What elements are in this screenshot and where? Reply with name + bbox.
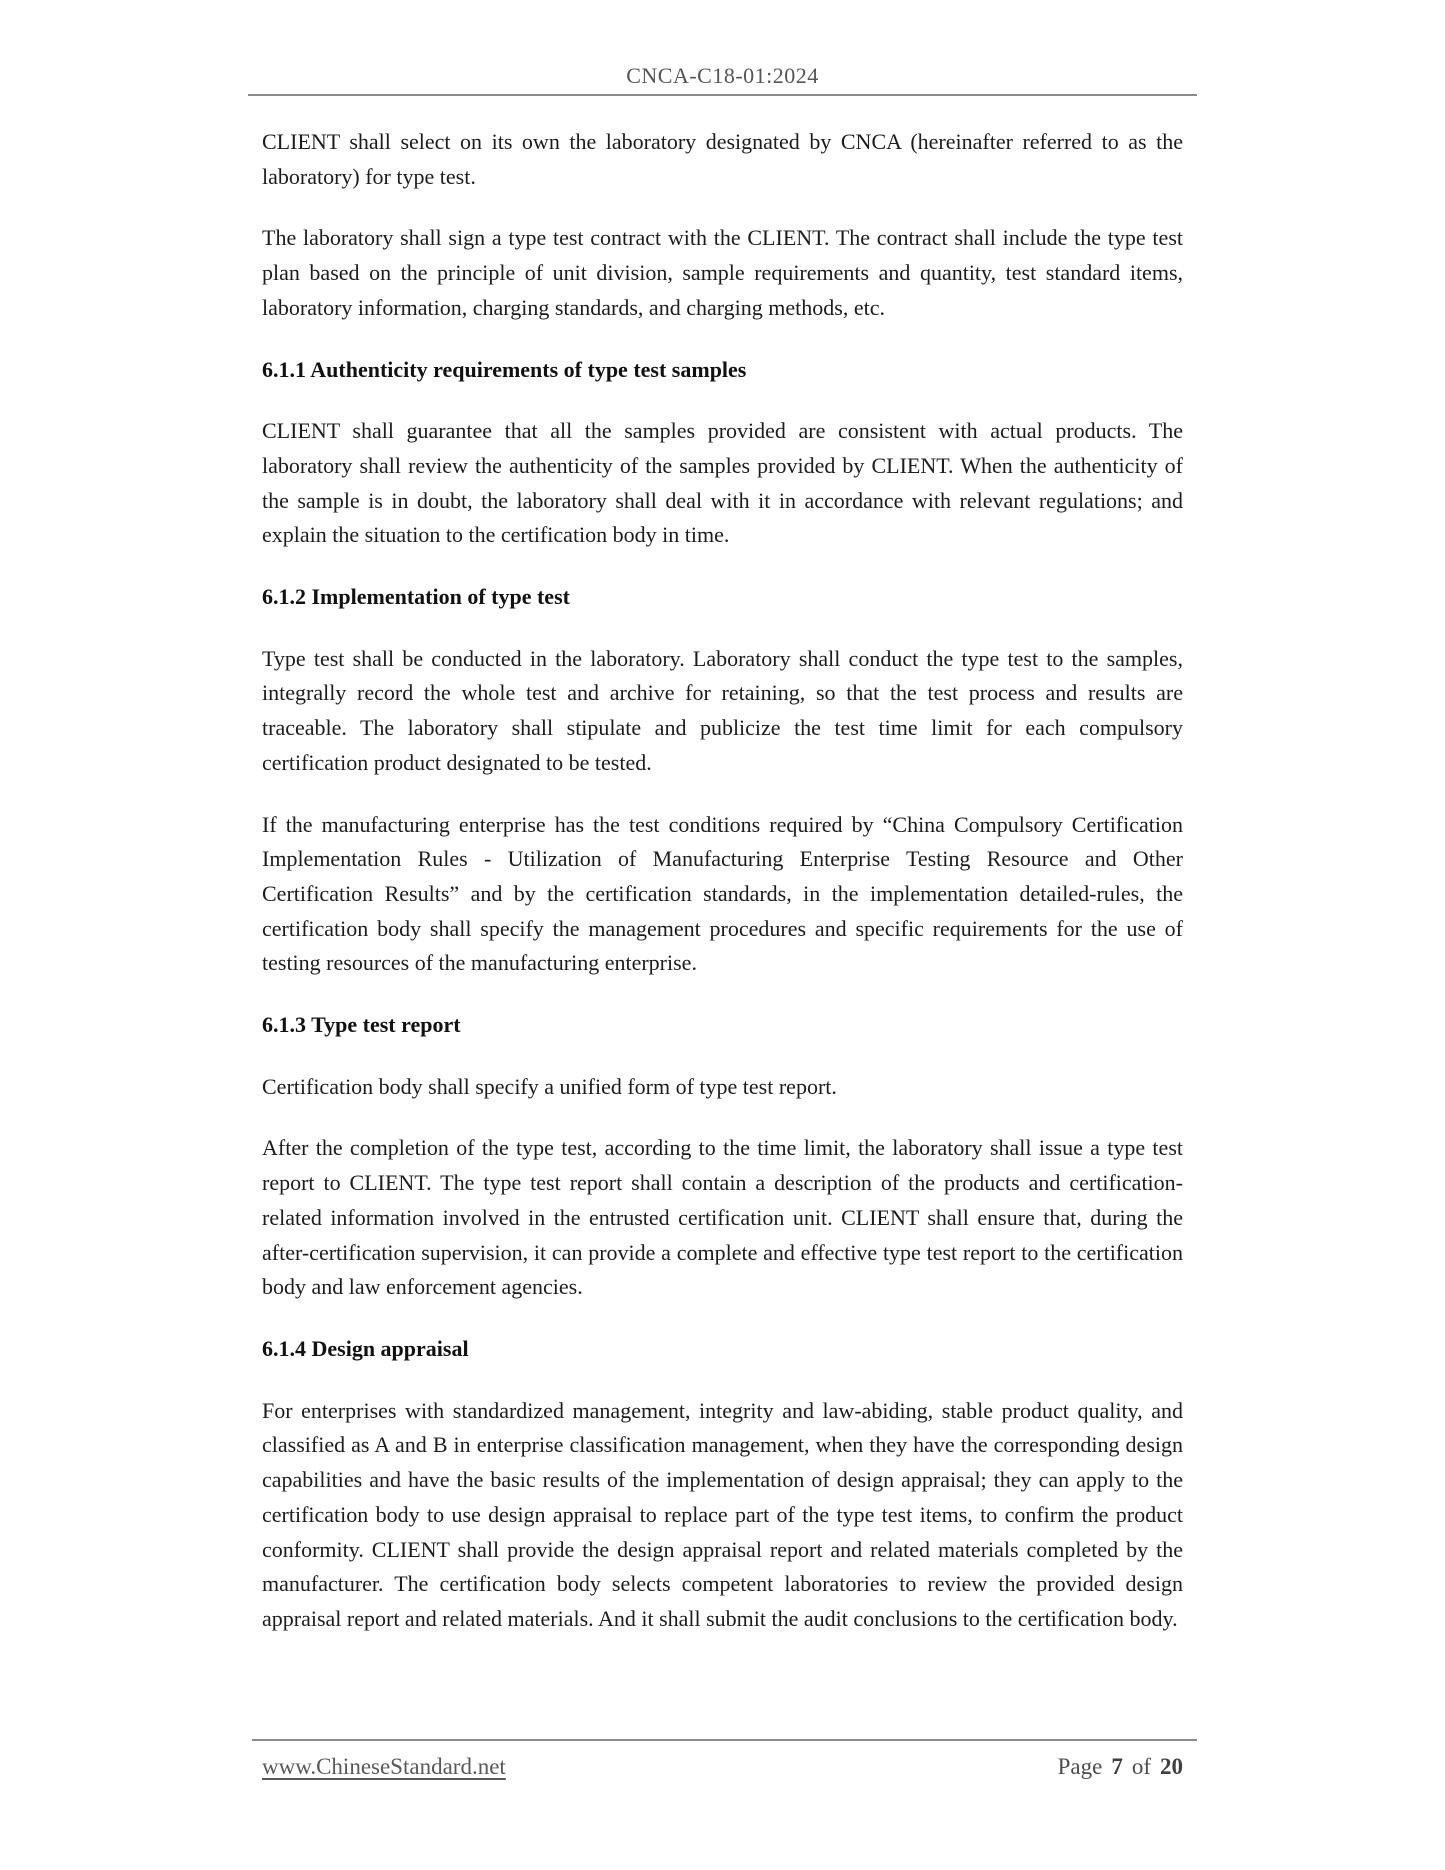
section-heading-6-1-2: 6.1.2 Implementation of type test <box>262 584 570 610</box>
section-heading-6-1-1: 6.1.1 Authenticity requirements of type test samples <box>262 356 747 382</box>
body-paragraph: After the completion of the type test, according to the time limit, the laboratory shall issue a type test report to CLIENT. The type test report shall contain a description of the products and certification-related information involved in the entrusted certification unit. CLIENT shall ensure that, during the after-certification supervision, it can provide a complete and effective type test report to the certification body and law enforcement agencies. <box>262 1135 1183 1300</box>
document-code: CNCA-C18-01:2024 <box>626 63 819 88</box>
page-label: Page <box>1057 1754 1103 1779</box>
header-divider <box>248 94 1197 96</box>
section-heading-6-1-3: 6.1.3 Type test report <box>262 1012 461 1038</box>
page-total: 20 <box>1160 1754 1183 1779</box>
page-footer <box>262 1750 1183 1784</box>
body-paragraph: CLIENT shall select on its own the laboratory designated by CNCA (hereinafter referred to as the laboratory) for type test. <box>262 129 1183 189</box>
body-paragraph: For enterprises with standardized management, integrity and law-abiding, stable product quality, and classified as A and B in enterprise classification management, when they have the corresponding design capabilities and have the basic results of the implementation of design appraisal; they can apply to the certification body to use design appraisal to replace part of the type test items, to confirm the product conformity. CLIENT shall provide the design appraisal report and related materials completed by the manufacturer. The certification body selects competent laboratories to review the provided design appraisal report and related materials. And it shall submit the audit conclusions to the certification body. <box>262 1397 1183 1631</box>
page-indicator <box>1058 1750 1183 1784</box>
site-link[interactable]: www.ChineseStandard.net <box>262 1754 506 1779</box>
footer-divider <box>252 1739 1197 1741</box>
body-paragraph: If the manufacturing enterprise has the test conditions required by “China Compulsory Certification Implementation Rules - Utilization of Manufacturing Enterprise Testing Resource and Other Certification Results” and by the certification standards, in the implementation detailed-rules, the certification body shall specify the management procedures and specific requirements for the use of testing resources of the manufacturing enterprise. <box>262 811 1183 976</box>
body-paragraph: Type test shall be conducted in the laboratory. Laboratory shall conduct the type test to the samples, integrally record the whole test and archive for retaining, so that the test process and results are traceable. The laboratory shall stipulate and publicize the test time limit for each compulsory certification product designated to be tested. <box>262 645 1183 775</box>
body-paragraph: The laboratory shall sign a type test contract with the CLIENT. The contract shall include the type test plan based on the principle of unit division, sample requirements and quantity, test standard items, laboratory information, charging standards, and charging methods, etc. <box>262 225 1183 320</box>
document-body <box>262 125 1183 1664</box>
of-label: of <box>1131 1754 1151 1779</box>
page-number: 7 <box>1111 1754 1123 1779</box>
body-paragraph: CLIENT shall guarantee that all the samples provided are consistent with actual products. The laboratory shall review the authenticity of the samples provided by CLIENT. When the authenticity of the sample is in doubt, the laboratory shall deal with it in accordance with relevant regulations; and explain the situation to the certification body in time. <box>262 418 1183 548</box>
body-paragraph: Certification body shall specify a unified form of type test report. <box>262 1073 837 1099</box>
section-heading-6-1-4: 6.1.4 Design appraisal <box>262 1335 469 1361</box>
